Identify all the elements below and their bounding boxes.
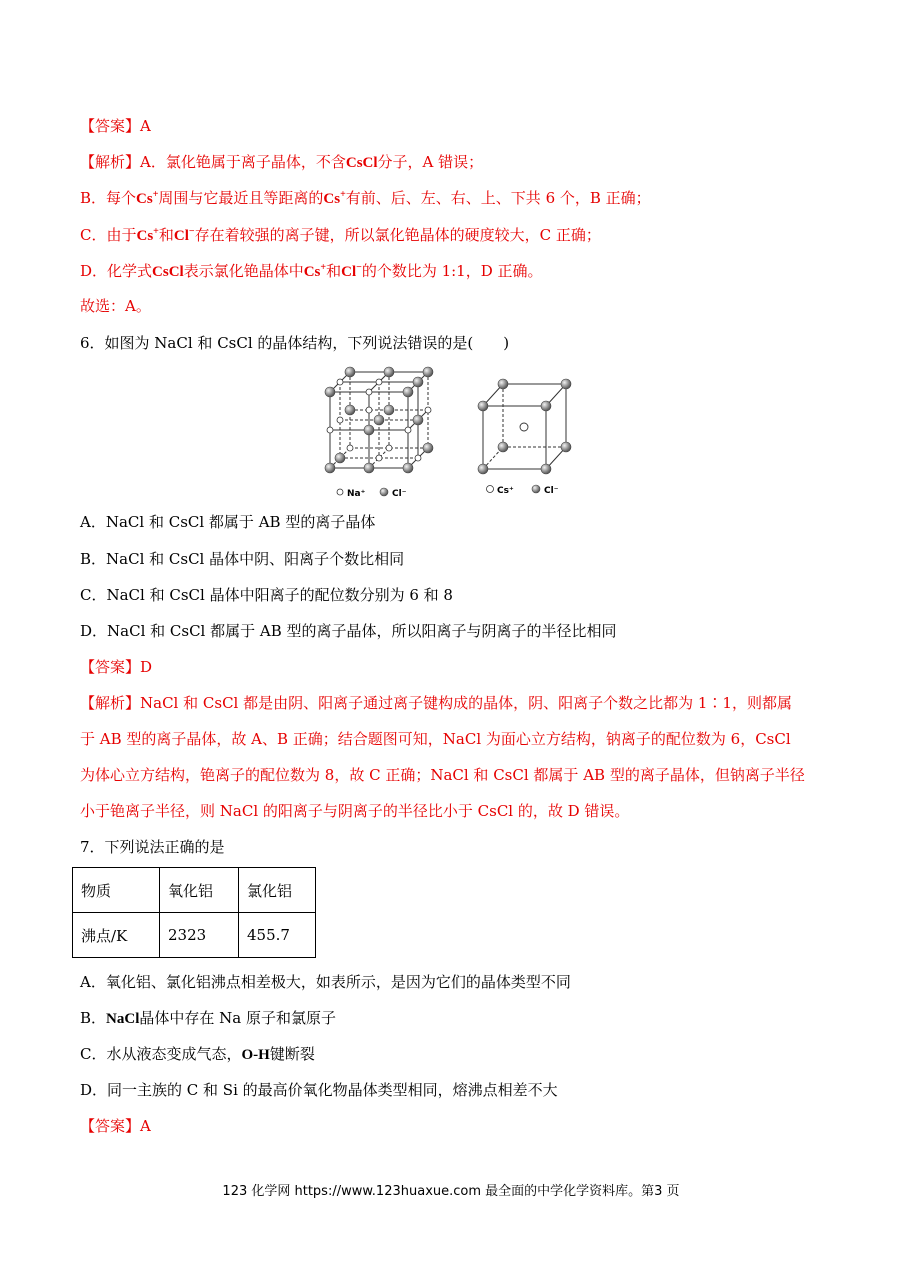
charge-minus: − (356, 262, 362, 273)
analysis-text: 表示氯化铯晶体中 (183, 262, 304, 280)
q5-answer (80, 116, 151, 136)
analysis-text: NaCl 和 CsCl 都是由阴、阳离子通过离子键构成的晶体，阴、阳离子个数之比都为 1∶1，则都属 (140, 694, 792, 712)
q7-option-a: A．氧化铝、氯化铝沸点相差极大，如表所示，是因为它们的晶体类型不同 (80, 973, 571, 991)
ion-cs: Cs (136, 191, 153, 207)
q7-option-b (80, 1008, 336, 1029)
q6-option-d: D．NaCl 和 CsCl 都属于 AB 型的离子晶体，所以阳离子与阴离子的半径比相同 (80, 622, 617, 640)
q5-analysis-c (80, 225, 601, 246)
charge-plus: + (340, 189, 346, 200)
option-text: B． (80, 1009, 107, 1027)
table-header-row (73, 868, 316, 913)
charge-plus: + (153, 226, 159, 237)
answer-tag: 【答案】 (80, 1117, 141, 1135)
q7-option-c (80, 1044, 315, 1065)
bond-oh: O-H (241, 1047, 270, 1063)
charge-plus: + (320, 262, 327, 273)
option-text: 晶体中存在 Na 原子和氯原子 (139, 1009, 336, 1027)
table-row (73, 913, 316, 958)
answer-value: A (140, 117, 151, 135)
q6-analysis-line-2: 于 AB 型的离子晶体，故 A、B 正确；结合题图可知，NaCl 为面心立方结构，钠离子的配位数为 6，CsCl (80, 730, 791, 748)
table-header-cell: 氯化铝 (239, 868, 316, 913)
table-header-cell: 物质 (73, 868, 160, 913)
answer-tag: 【答案】 (80, 658, 141, 676)
cscl-cs-ion (520, 423, 528, 431)
ion-cl: Cl (341, 264, 357, 280)
charge-plus: + (152, 189, 159, 200)
legend-nacl-cl: Cl⁻ (392, 489, 407, 499)
q5-analysis-a (80, 152, 483, 173)
q5-conclusion: 故选：A。 (80, 297, 151, 315)
analysis-text: 的个数比为 1:1，D 正确。 (361, 262, 543, 280)
formula-nacl: NaCl (106, 1011, 140, 1027)
q6-option-b: B．NaCl 和 CsCl 晶体中阴、阳离子个数比相同 (80, 550, 405, 568)
answer-value: D (140, 658, 153, 676)
ion-cs: Cs (323, 191, 341, 207)
table-cell: 2323 (160, 913, 239, 958)
analysis-text: 有前、后、左、右、上、下共 6 个，B 正确； (345, 189, 651, 207)
analysis-text: C．由于 (80, 226, 137, 244)
crystal-structures-svg (320, 362, 590, 502)
legend-cscl-cl: Cl⁻ (544, 486, 559, 496)
analysis-text: 和 (158, 226, 174, 244)
formula-cscl: CsCl (345, 155, 378, 171)
legend-cscl-cs: Cs⁺ (497, 486, 514, 496)
analysis-text: D．化学式 (80, 262, 153, 280)
ion-cs: Cs (303, 264, 321, 280)
q7-answer (80, 1116, 151, 1136)
table-cell: 455.7 (239, 913, 316, 958)
answer-value: A (140, 1117, 151, 1135)
crystal-structure-figure (320, 362, 590, 502)
ion-cs: Cs (136, 228, 154, 244)
q7-option-d: D．同一主族的 C 和 Si 的最高价氧化物晶体类型相同，熔沸点相差不大 (80, 1081, 558, 1099)
page-footer: 123 化学网 https://www.123huaxue.com 最全面的中学化学资料库。第3 页 (222, 1184, 680, 1199)
option-text: C．水从液态变成气态， (80, 1045, 242, 1063)
formula-cscl: CsCl (152, 264, 184, 280)
q6-option-a: A．NaCl 和 CsCl 都属于 AB 型的离子晶体 (80, 513, 376, 531)
table-cell: 沸点/K (73, 913, 160, 958)
charge-minus: − (188, 226, 195, 237)
analysis-text: 分子，A 错误； (377, 153, 484, 171)
q6-option-c: C．NaCl 和 CsCl 晶体中阳离子的配位数分别为 6 和 8 (80, 586, 453, 604)
analysis-text: B．每个 (80, 189, 137, 207)
answer-tag: 【答案】 (80, 117, 141, 135)
q6-answer (80, 657, 152, 677)
ion-cl: Cl (173, 228, 189, 244)
option-text: 键断裂 (269, 1045, 315, 1063)
analysis-tag: 【解析】 (80, 694, 141, 712)
analysis-text: 和 (326, 262, 342, 280)
analysis-tag: 【解析】 (80, 153, 141, 171)
analysis-text: 周围与它最近且等距离的 (158, 189, 324, 207)
table-header-cell: 氧化铝 (160, 868, 239, 913)
analysis-text: A．氯化铯属于离子晶体，不含 (140, 153, 346, 171)
q7-stem: 7．下列说法正确的是 (80, 838, 225, 856)
legend-nacl-na: Na⁺ (347, 489, 366, 499)
q6-stem: 6．如图为 NaCl 和 CsCl 的晶体结构，下列说法错误的是( ) (80, 334, 510, 352)
analysis-text: 存在着较强的离子键，所以氯化铯晶体的硬度较大，C 正确； (194, 226, 601, 244)
boiling-point-table (72, 867, 316, 958)
q6-analysis-line-4: 小于铯离子半径，则 NaCl 的阳离子与阴离子的半径比小于 CsCl 的，故 D 错误。 (80, 802, 630, 820)
q5-analysis-b (80, 188, 651, 209)
q6-analysis-line-3: 为体心立方结构，铯离子的配位数为 8，故 C 正确；NaCl 和 CsCl 都属于 AB 型的离子晶体，但钠离子半径 (80, 766, 805, 784)
q5-analysis-d (80, 261, 543, 282)
q6-analysis-line-1 (80, 693, 792, 713)
